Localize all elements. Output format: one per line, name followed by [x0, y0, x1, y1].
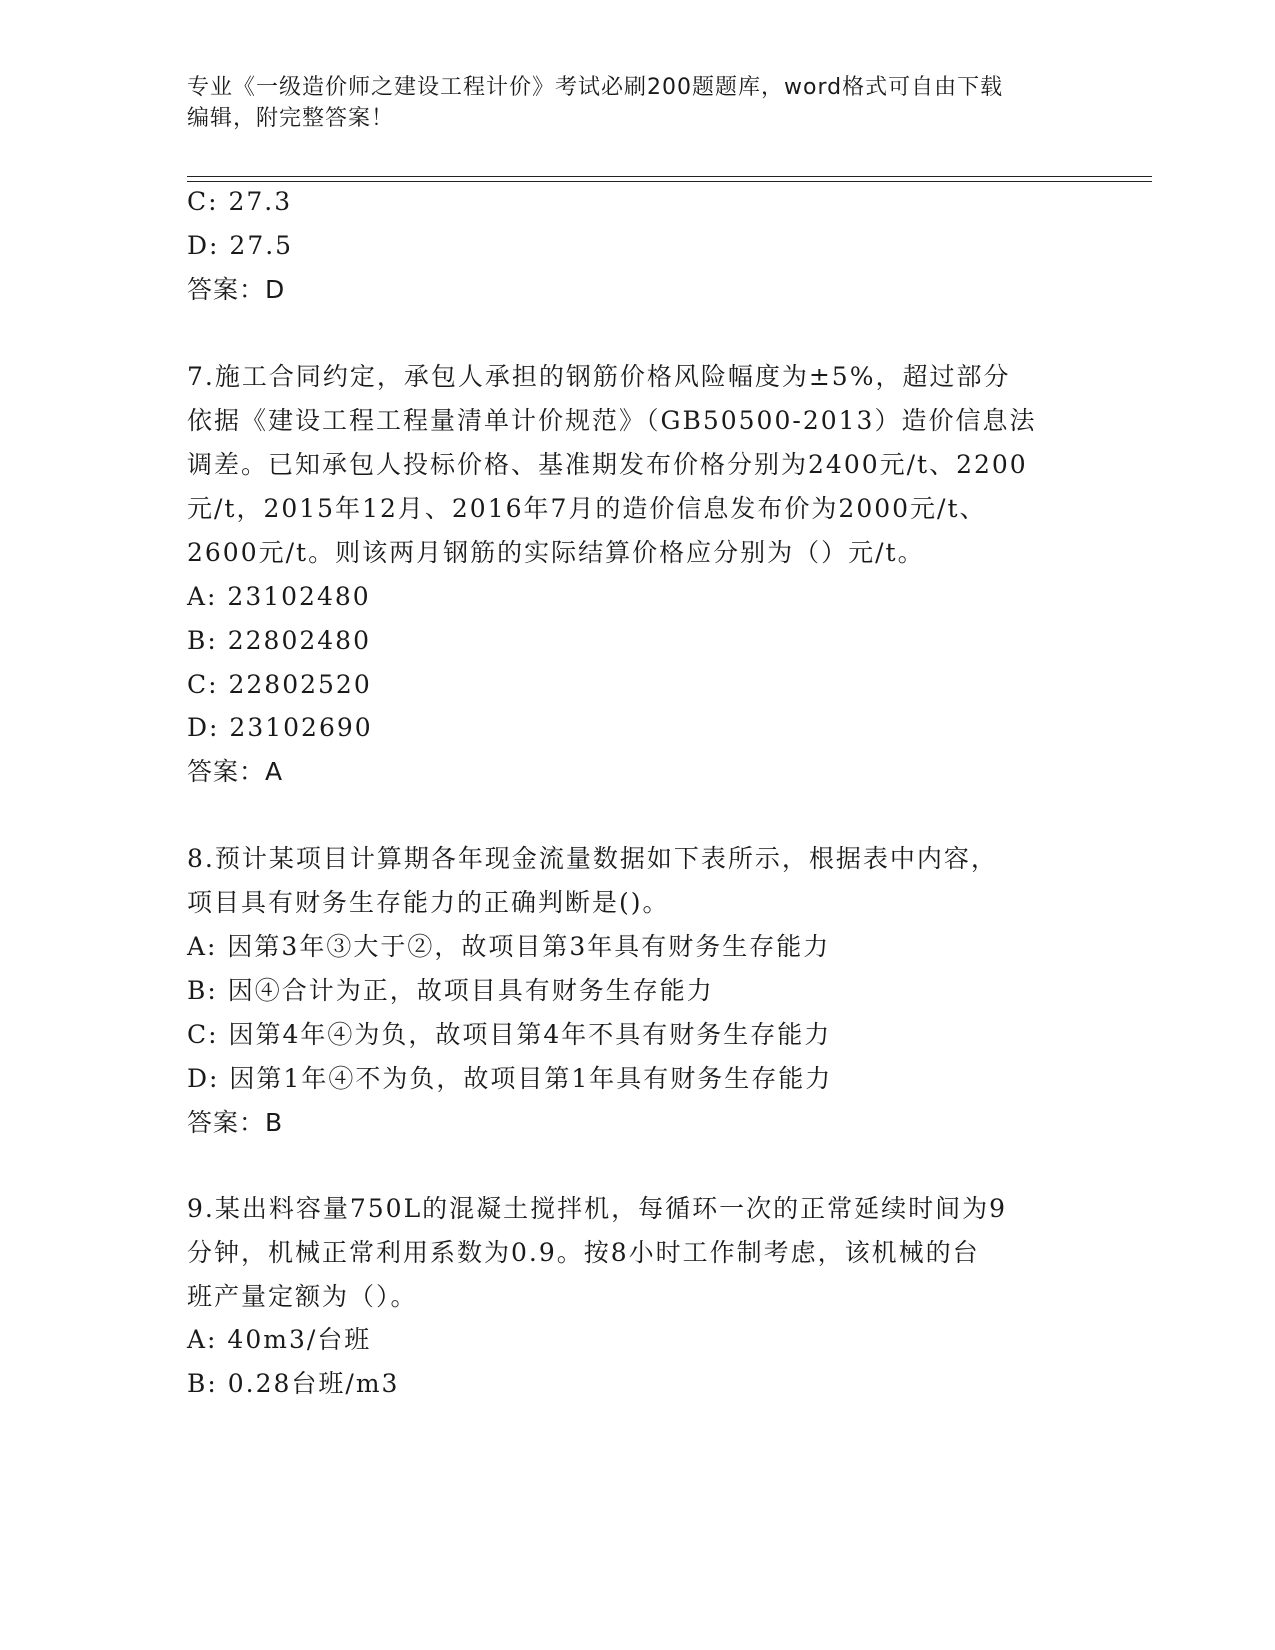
q8-option-d: D: 因第1年④不为负，故项目第1年具有财务生存能力	[187, 1064, 833, 1093]
q8-option-c: C: 因第4年④为负，故项目第4年不具有财务生存能力	[187, 1020, 832, 1049]
q9-option-b: B: 0.28台班/m3	[187, 1369, 400, 1398]
q7-stem-line-3: 调差。已知承包人投标价格、基准期发布价格分别为2400元/t、2200	[187, 450, 1028, 479]
q7-option-b: B: 22802480	[187, 626, 371, 655]
header-line-2: 编辑，附完整答案！	[187, 106, 395, 131]
q8-stem-line-1: 8.预计某项目计算期各年现金流量数据如下表所示，根据表中内容，	[187, 844, 998, 873]
q7-option-d: D: 23102690	[187, 713, 373, 742]
prev-answer: 答案：D	[187, 275, 286, 304]
header-divider-bottom	[187, 181, 1152, 182]
q7-stem-line-1: 7.施工合同约定，承包人承担的钢筋价格风险幅度为±5%，超过部分	[187, 362, 1011, 391]
q9-stem-line-3: 班产量定额为（）。	[187, 1282, 418, 1311]
q9-stem-line-1: 9.某出料容量750L的混凝土搅拌机，每循环一次的正常延续时间为9	[187, 1194, 1008, 1223]
prev-option-c: C: 27.3	[187, 187, 293, 216]
q9-stem-line-2: 分钟，机械正常利用系数为0.9。按8小时工作制考虑，该机械的台	[187, 1238, 980, 1267]
q7-stem-line-5: 2600元/t。则该两月钢筋的实际结算价格应分别为（）元/t。	[187, 538, 925, 567]
q7-option-a: A: 23102480	[187, 582, 371, 611]
q7-stem-line-2: 依据《建设工程工程量清单计价规范》（GB50500-2013）造价信息法	[187, 406, 1037, 435]
q7-stem-line-4: 元/t，2015年12月、2016年7月的造价信息发布价为2000元/t、	[187, 494, 987, 523]
q8-option-b: B: 因④合计为正，故项目具有财务生存能力	[187, 976, 714, 1005]
q8-answer: 答案：B	[187, 1108, 284, 1137]
prev-option-d: D: 27.5	[187, 231, 294, 260]
q7-answer: 答案：A	[187, 757, 284, 786]
q8-option-a: A: 因第3年③大于②，故项目第3年具有财务生存能力	[187, 932, 831, 961]
q9-option-a: A: 40m3/台班	[187, 1325, 372, 1354]
q8-stem-line-2: 项目具有财务生存能力的正确判断是()。	[187, 888, 670, 917]
header-line-1: 专业《一级造价师之建设工程计价》考试必刷200题题库，word格式可自由下载	[187, 75, 1004, 100]
header-divider-top	[187, 176, 1152, 177]
document-header	[187, 72, 1067, 134]
q7-option-c: C: 22802520	[187, 670, 372, 699]
